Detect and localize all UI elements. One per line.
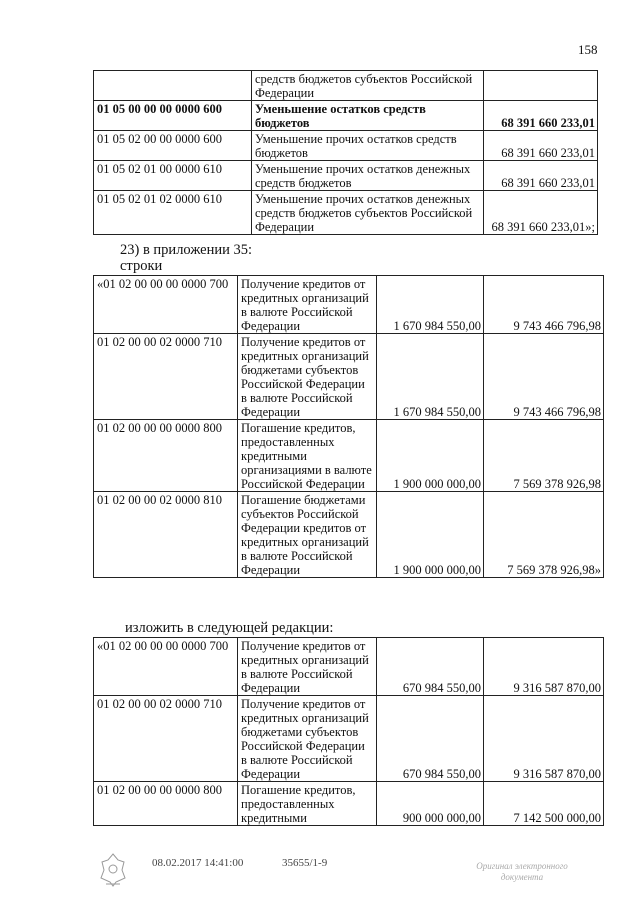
amount-cell-2: 9 743 466 796,98	[484, 276, 604, 334]
amount-cell: 68 391 660 233,01	[484, 161, 598, 191]
table-row	[94, 71, 598, 101]
svg-text:документа: документа	[500, 872, 544, 882]
amount-cell-1: 1 900 000 000,00	[377, 420, 484, 492]
table-row	[94, 131, 598, 161]
budget-code-cell: 01 02 00 00 00 0000 800	[94, 782, 238, 826]
amount-cell: 68 391 660 233,01»;	[484, 191, 598, 235]
budget-code-cell: 01 05 02 01 02 0000 610	[94, 191, 252, 235]
amount-cell-2: 7 569 378 926,98	[484, 420, 604, 492]
budget-code-cell: 01 02 00 00 02 0000 710	[94, 334, 238, 420]
item-name-cell: средств бюджетов субъектов Российской Федерации	[252, 71, 484, 101]
item-name-cell: Получение кредитов от кредитных организаций в валюте Российской Федерации	[238, 276, 377, 334]
table-row	[94, 782, 604, 826]
item-name-cell: Получение кредитов от кредитных организаций в валюте Российской Федерации	[238, 638, 377, 696]
emblem-icon	[98, 852, 128, 888]
amount-cell-2: 9 743 466 796,98	[484, 334, 604, 420]
table-row	[94, 638, 604, 696]
page-number: 158	[578, 42, 598, 57]
item-name-cell: Уменьшение прочих остатков денежных средств бюджетов субъектов Российской Федерации	[252, 191, 484, 235]
table-row	[94, 696, 604, 782]
budget-code-cell: 01 05 02 00 00 0000 600	[94, 131, 252, 161]
item-name-cell: Уменьшение прочих остатков средств бюджетов	[252, 131, 484, 161]
table-new-lines	[93, 637, 604, 826]
amount-cell-2: 9 316 587 870,00	[484, 638, 604, 696]
stamp-icon	[452, 858, 592, 884]
table-old-lines	[93, 275, 604, 578]
budget-code-cell: «01 02 00 00 00 0000 700	[94, 276, 238, 334]
table-row	[94, 161, 598, 191]
budget-code-cell: 01 02 00 00 02 0000 810	[94, 492, 238, 578]
amount-cell-1: 1 900 000 000,00	[377, 492, 484, 578]
amount-cell	[484, 71, 598, 101]
table-row	[94, 492, 604, 578]
amount-cell-1: 670 984 550,00	[377, 696, 484, 782]
item-name-cell: Погашение кредитов, предоставленных кредитными	[238, 782, 377, 826]
budget-code-cell: 01 05 00 00 00 0000 600	[94, 101, 252, 131]
footer-timestamp: 08.02.2017 14:41:00	[152, 857, 244, 869]
paragraph-lines-label: строки	[120, 258, 163, 274]
budget-code-cell: 01 02 00 00 02 0000 710	[94, 696, 238, 782]
budget-code-cell: «01 02 00 00 00 0000 700	[94, 638, 238, 696]
budget-code-cell	[94, 71, 252, 101]
table-row	[94, 420, 604, 492]
item-name-cell: Погашение кредитов, предоставленных кредитными организациями в валюте Российской Федерации	[238, 420, 377, 492]
paragraph-item-23: 23) в приложении 35:	[120, 242, 253, 258]
amount-cell-2: 7 142 500 000,00	[484, 782, 604, 826]
table-row	[94, 334, 604, 420]
amount-cell-2: 9 316 587 870,00	[484, 696, 604, 782]
table-row	[94, 191, 598, 235]
amount-cell-1: 670 984 550,00	[377, 638, 484, 696]
amount-cell-2: 7 569 378 926,98»	[484, 492, 604, 578]
amount-cell: 68 391 660 233,01	[484, 101, 598, 131]
amount-cell-1: 900 000 000,00	[377, 782, 484, 826]
budget-code-cell: 01 05 02 01 00 0000 610	[94, 161, 252, 191]
amount-cell-1: 1 670 984 550,00	[377, 334, 484, 420]
table-row	[94, 101, 598, 131]
paragraph-new-edition: изложить в следующей редакции:	[125, 620, 334, 636]
item-name-cell: Уменьшение прочих остатков денежных средств бюджетов	[252, 161, 484, 191]
item-name-cell: Уменьшение остатков средств бюджетов	[252, 101, 484, 131]
item-name-cell: Получение кредитов от кредитных организаций бюджетами субъектов Российской Федерации в валюте Российской Федерации	[238, 696, 377, 782]
table-row	[94, 276, 604, 334]
table-budget-balances	[93, 70, 598, 235]
svg-text:Оригинал электронного: Оригинал электронного	[476, 861, 568, 871]
item-name-cell: Погашение бюджетами субъектов Российской Федерации кредитов от кредитных организаций в валюте Российской Федерации	[238, 492, 377, 578]
amount-cell: 68 391 660 233,01	[484, 131, 598, 161]
amount-cell-1: 1 670 984 550,00	[377, 276, 484, 334]
budget-code-cell: 01 02 00 00 00 0000 800	[94, 420, 238, 492]
footer-doc-id: 35655/1-9	[282, 857, 328, 869]
item-name-cell: Получение кредитов от кредитных организаций бюджетами субъектов Российской Федерации в валюте Российской Федерации	[238, 334, 377, 420]
